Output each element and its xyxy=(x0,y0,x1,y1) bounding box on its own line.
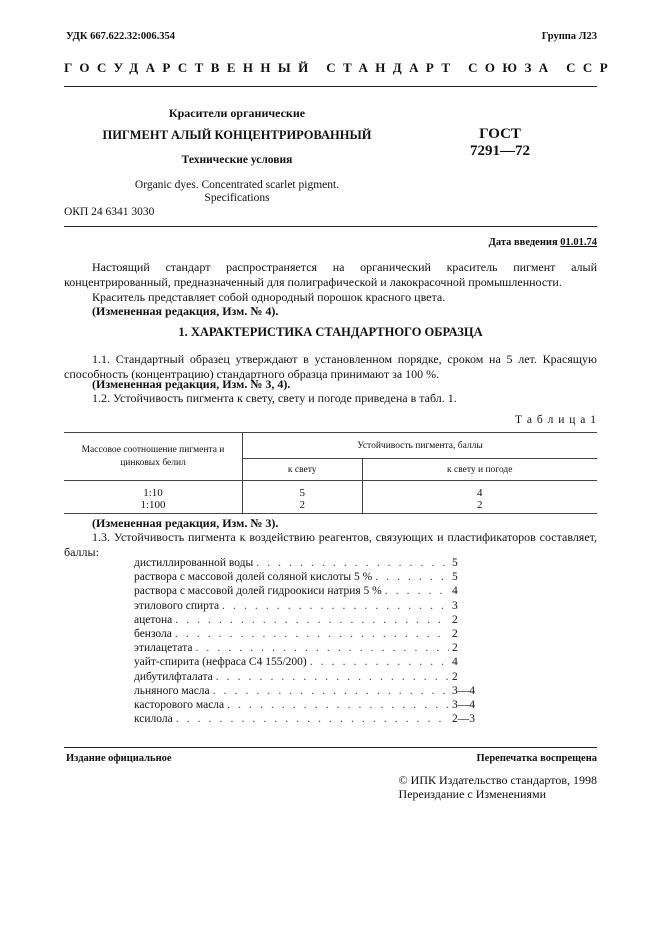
table-value: 1:100 xyxy=(140,499,166,511)
leader-dots xyxy=(175,614,449,626)
list-item-name: касторового масла xyxy=(134,698,225,711)
list-item-name: уайт-спирита (нефраса С4 155/200) xyxy=(134,656,307,669)
list-item-value: 3—4 xyxy=(452,698,475,711)
list-item xyxy=(134,671,480,685)
reprint-notice: Перепечатка воспрещена xyxy=(476,753,597,764)
list-item-name: льняного масла xyxy=(134,684,210,697)
table-value: 4 xyxy=(477,487,483,499)
list-item-value: 4 xyxy=(452,585,458,598)
publisher-block xyxy=(399,773,597,801)
okp-code: ОКП 24 6341 3030 xyxy=(64,206,155,218)
clause-1-1-amendment: (Измененная редакция, Изм. № 3, 4). xyxy=(92,377,291,391)
leader-dots xyxy=(213,685,449,697)
list-item xyxy=(134,600,480,614)
list-item-name: дистиллированной воды xyxy=(134,557,254,569)
intro-paragraph: Настоящий стандарт распространяется на органический краситель пигмент алый концентрированный, предназначенный для полиграфической и лакокрасочной промышленности. xyxy=(64,260,597,289)
leader-dots xyxy=(375,571,449,583)
list-item-value: 2 xyxy=(452,670,458,683)
title-category: Красители органические xyxy=(168,106,306,120)
list-item-name: этилового спирта xyxy=(134,599,220,612)
leader-dots xyxy=(216,671,449,683)
table-cell-light xyxy=(243,481,363,514)
table-cell-weather xyxy=(362,481,597,514)
footer-rule xyxy=(64,747,597,748)
publisher: © ИПК Издательство стандартов, 1998 xyxy=(398,773,597,787)
table-header-light: к свету xyxy=(243,459,363,481)
header-rule xyxy=(64,86,597,87)
gost-number: 7291—72 xyxy=(470,143,530,159)
list-item-name: раствора с массовой долей соляной кислоты 5 % xyxy=(134,571,373,584)
table-caption: Т а б л и ц а 1 xyxy=(514,414,597,426)
list-item xyxy=(134,685,480,699)
official-edition: Издание официальное xyxy=(66,753,172,764)
clause-1-3: 1.3. Устойчивость пигмента к воздействию реагентов, связующих и пластификаторов составляет, баллы: xyxy=(64,530,597,559)
list-item-name: этилацетата xyxy=(134,642,193,655)
list-item xyxy=(134,585,480,599)
reissue-note: Переиздание с Изменениями xyxy=(398,787,547,801)
leader-dots xyxy=(195,642,449,654)
title-name: ПИГМЕНТ АЛЫЙ КОНЦЕНТРИРОВАННЫЙ xyxy=(102,128,372,142)
list-item-value: 2 xyxy=(452,613,458,626)
intro-date xyxy=(489,237,597,248)
list-item xyxy=(134,642,480,656)
gost-label: ГОСТ xyxy=(479,126,521,142)
list-item-name: ксилола xyxy=(134,713,173,726)
section-heading: 1. ХАРАКТЕРИСТИКА СТАНДАРТНОГО ОБРАЗЦА xyxy=(178,325,483,339)
list-item-value: 5 xyxy=(452,557,458,569)
title-rule xyxy=(64,226,597,227)
leader-dots xyxy=(222,600,449,612)
list-item-name: дибутилфталата xyxy=(134,670,213,683)
leader-dots xyxy=(175,628,449,640)
list-item-value: 2—3 xyxy=(452,713,475,726)
list-item xyxy=(134,713,480,727)
list-item-value: 3—4 xyxy=(452,684,475,697)
table-cell-ratio xyxy=(64,481,243,514)
clause-1-2: 1.2. Устойчивость пигмента к свету, свету и погоде приведена в табл. 1. xyxy=(92,391,457,405)
title-subtitle: Технические условия xyxy=(181,154,293,166)
list-item-name: раствора с массовой долей гидроокиси натрия 5 % xyxy=(134,585,382,598)
table-value: 2 xyxy=(477,499,483,511)
intro-date-value: 01.01.74 xyxy=(560,237,597,248)
leader-dots xyxy=(227,699,449,711)
table-amendment: (Измененная редакция, Изм. № 3). xyxy=(92,516,279,530)
list-item xyxy=(134,699,480,713)
table-header-group: Устойчивость пигмента, баллы xyxy=(243,433,598,459)
list-item xyxy=(134,614,480,628)
table-header-weather: к свету и погоде xyxy=(362,459,597,481)
leader-dots xyxy=(310,656,449,668)
english-title-line2: Specifications xyxy=(204,192,270,204)
list-item-value: 2 xyxy=(452,642,458,655)
list-item-value: 2 xyxy=(452,627,458,640)
table-1 xyxy=(64,432,597,514)
english-title-line1: Organic dyes. Concentrated scarlet pigment. xyxy=(134,179,340,191)
list-item xyxy=(134,628,480,642)
leader-dots xyxy=(256,557,449,569)
list-item xyxy=(134,656,480,670)
resistance-list xyxy=(134,557,480,727)
leader-dots xyxy=(385,585,449,597)
clause-1-1: 1.1. Стандартный образец утверждают в установленном порядке, сроком на 5 лет. Красящую способность (концентрацию) стандартного образца принимают за 100 %. xyxy=(64,352,597,381)
list-item-name: ацетона xyxy=(134,613,173,626)
table-value: 5 xyxy=(299,487,305,499)
table-header-ratio: Массовое соотношение пигмента и цинковых белил xyxy=(64,433,243,481)
list-item-name: бензола xyxy=(134,627,172,640)
state-standard-banner: ГОСУДАРСТВЕННЫЙ СТАНДАРТ СОЮЗА ССР xyxy=(64,60,616,75)
intro-paragraph-2: Краситель представляет собой однородный порошок красного цвета. xyxy=(92,290,446,304)
list-item-value: 4 xyxy=(452,656,458,669)
udk-code: УДК 667.622.32:006.354 xyxy=(66,31,175,42)
list-item-value: 3 xyxy=(452,599,458,612)
intro-amendment: (Измененная редакция, Изм. № 4). xyxy=(92,304,279,318)
group-code: Группа Л23 xyxy=(541,31,597,42)
list-item xyxy=(134,571,480,585)
list-item xyxy=(134,557,480,571)
gost-designation xyxy=(440,126,560,160)
table-value: 2 xyxy=(299,499,305,511)
leader-dots xyxy=(176,713,449,725)
table-value: 1:10 xyxy=(143,487,163,499)
intro-date-label: Дата введения xyxy=(488,237,558,248)
list-item-value: 5 xyxy=(452,571,458,584)
